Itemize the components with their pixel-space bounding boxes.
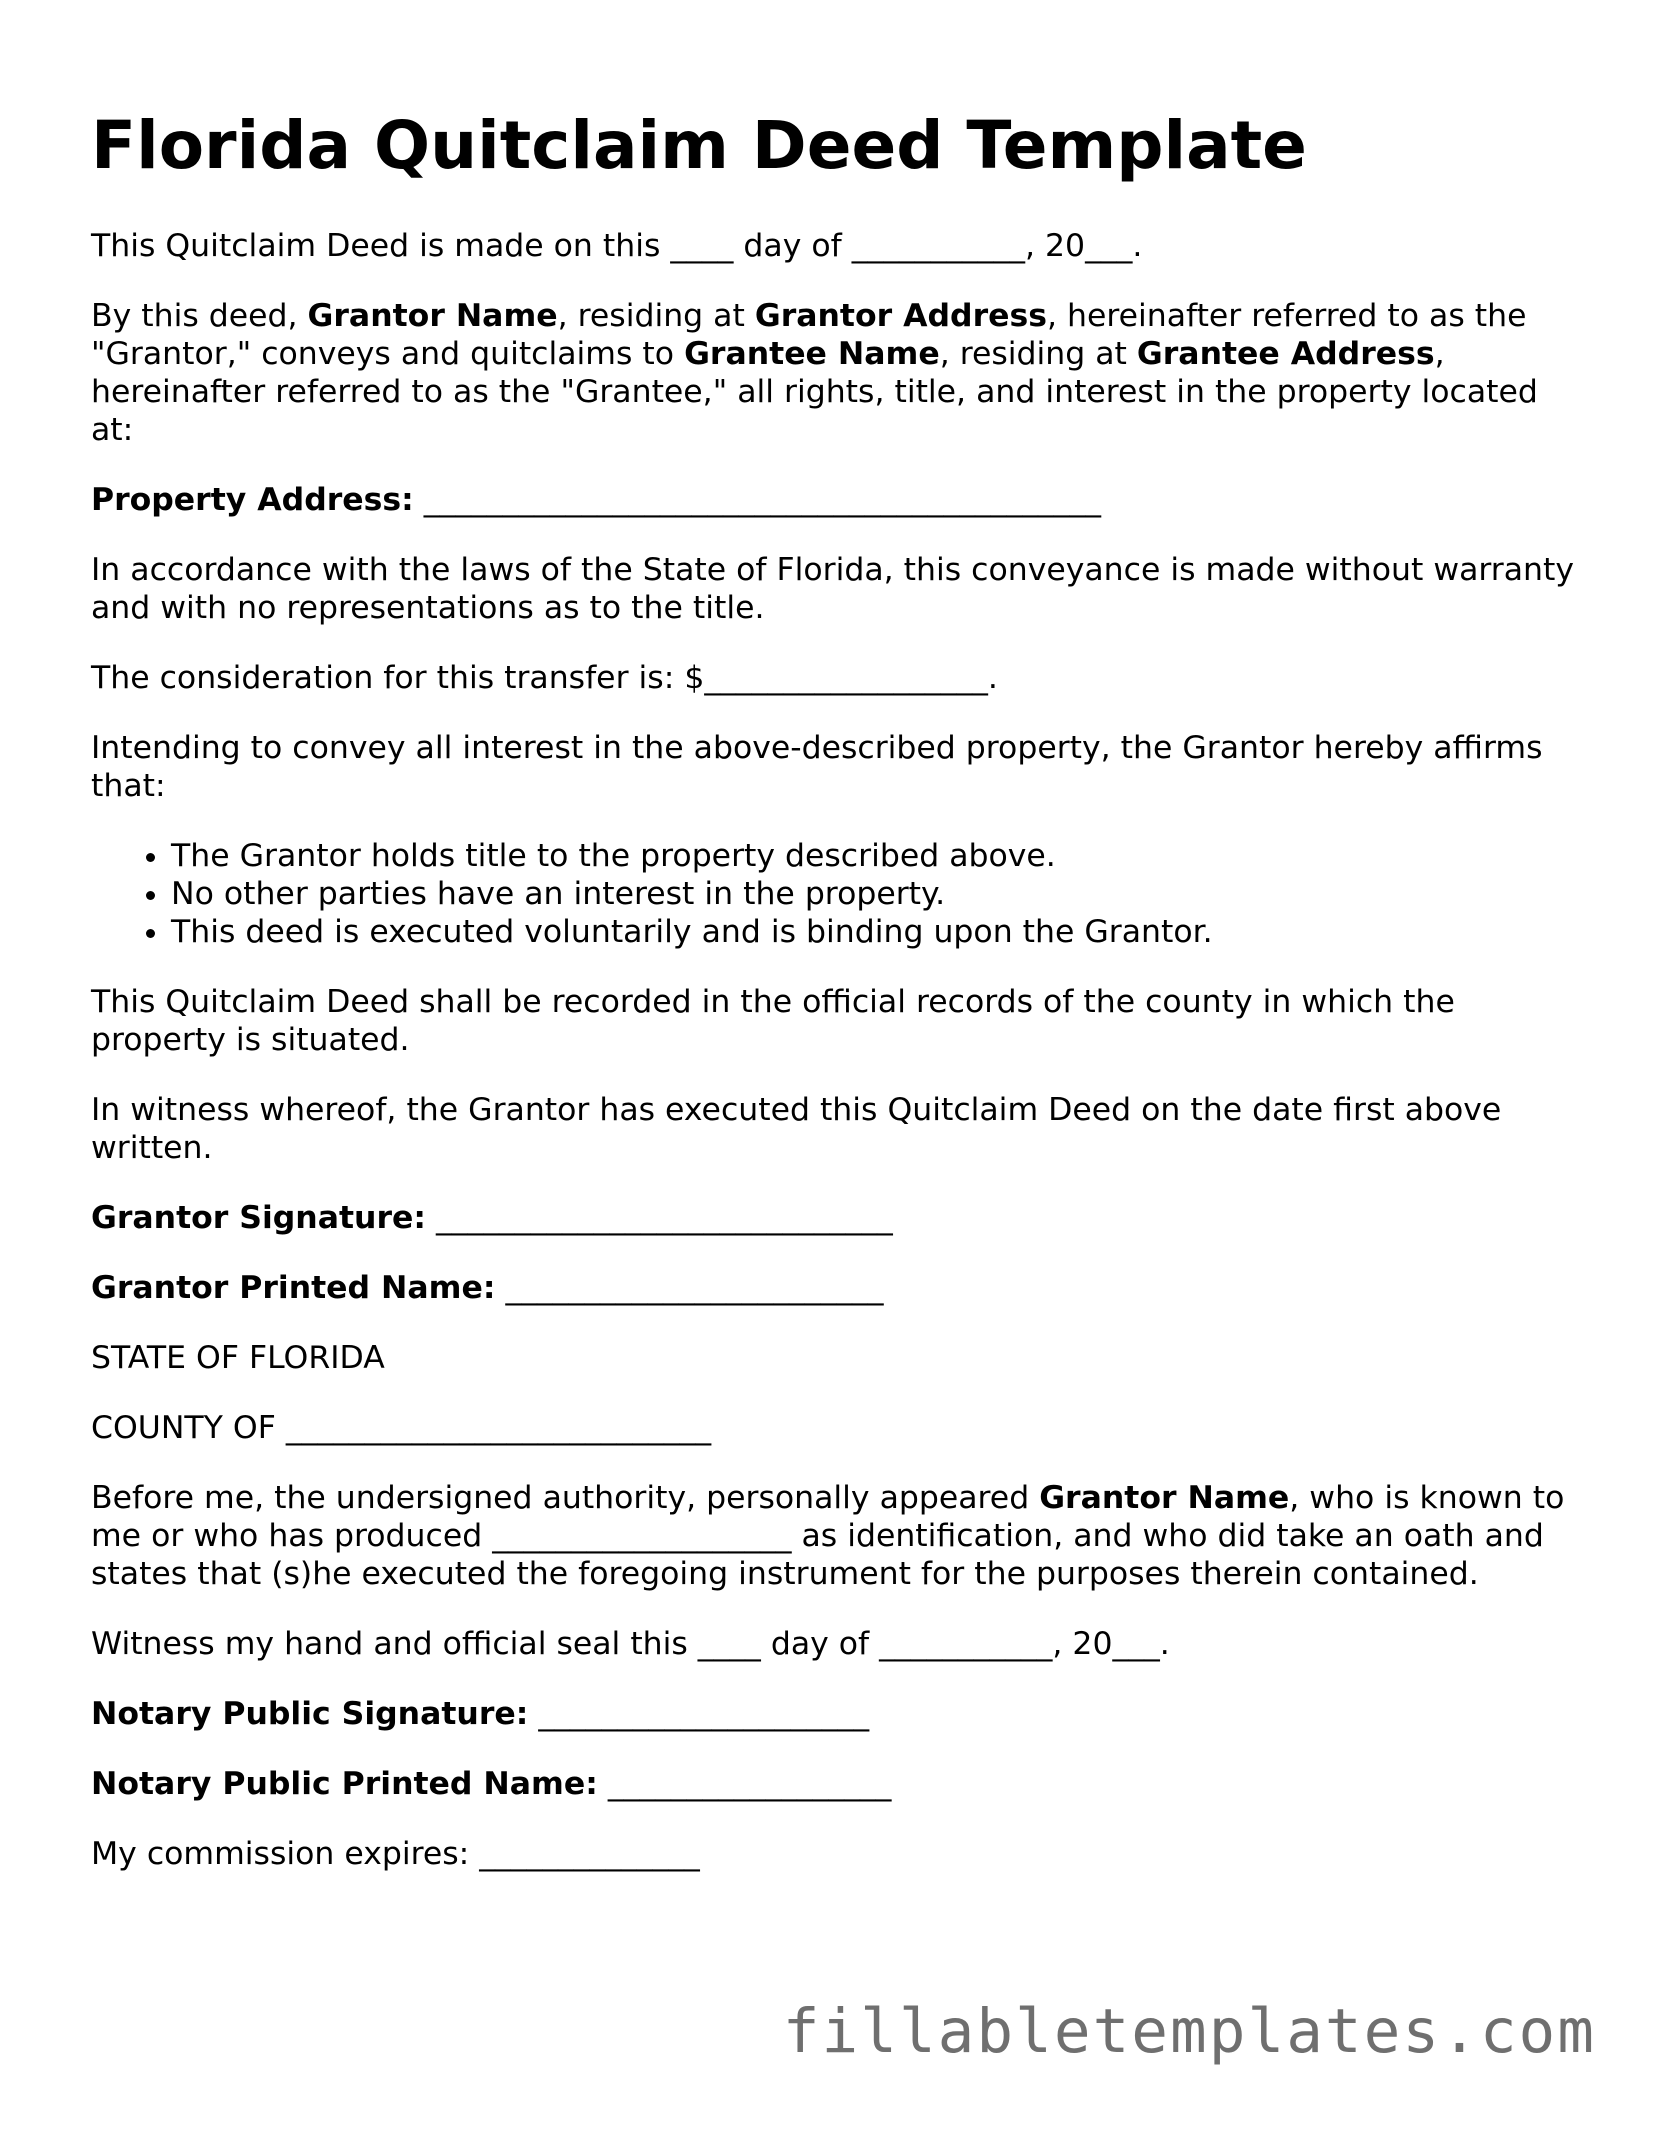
grantor-name-field: Grantor Name xyxy=(307,297,558,334)
recording-paragraph: This Quitclaim Deed shall be recorded in the official records of the county in which the property is situated. xyxy=(91,983,1455,1058)
grantor-printed-name-label: Grantor Printed Name: xyxy=(91,1269,496,1306)
grantor-signature-label: Grantor Signature: xyxy=(91,1199,426,1236)
property-address-line xyxy=(91,481,1581,519)
grantor-signature-line xyxy=(91,1199,1581,1237)
notary-printed-name-line xyxy=(91,1765,1581,1803)
grantor-printed-name-blank: ________________________ xyxy=(505,1269,884,1306)
document-page xyxy=(91,108,1581,1905)
affirmation-list xyxy=(91,837,1581,951)
parties-paragraph xyxy=(91,297,1581,449)
grantor-address-field: Grantor Address xyxy=(754,297,1047,334)
notary-text: Before me, the undersigned authority, personally appeared xyxy=(91,1479,1040,1516)
property-address-label: Property Address: xyxy=(91,481,414,518)
witness-seal-line: Witness my hand and official seal this ____ day of ___________, 20___. xyxy=(91,1625,1170,1662)
parties-text: , residing at xyxy=(557,297,755,334)
notary-printed-name-label: Notary Public Printed Name: xyxy=(91,1765,598,1802)
notary-statement xyxy=(91,1479,1581,1593)
watermark: fillabletemplates.com xyxy=(782,1996,1596,2067)
list-item: • This deed is executed voluntarily and is binding upon the Grantor. xyxy=(171,913,1581,951)
parties-text: , hereinafter referred to as the "Grantee," all rights, title, and interest in the property located at: xyxy=(91,335,1538,448)
notary-signature-blank: _____________________ xyxy=(538,1695,870,1732)
parties-text: By this deed, xyxy=(91,297,308,334)
notary-signature-line xyxy=(91,1695,1581,1733)
document-title: Florida Quitclaim Deed Template xyxy=(91,107,1307,184)
consideration-line: The consideration for this transfer is: $__________________. xyxy=(91,659,998,696)
parties-text: , residing at xyxy=(939,335,1137,372)
commission-line: My commission expires: ______________ xyxy=(91,1835,700,1872)
accordance-paragraph: In accordance with the laws of the State of Florida, this conveyance is made without warranty and with no representations as to the title. xyxy=(91,551,1575,626)
list-item: • The Grantor holds title to the property described above. xyxy=(171,837,1581,875)
state-line: STATE OF FLORIDA xyxy=(91,1339,385,1376)
notary-printed-name-blank: __________________ xyxy=(607,1765,892,1802)
notary-text: , who is known to me or who has produced ___________________ as identification, and who did take an oath and states that (s)he executed the foregoing instrument for the purposes therein contained. xyxy=(91,1479,1565,1592)
property-address-blank: ___________________________________________ xyxy=(423,481,1102,518)
parties-text: , hereinafter referred to as the "Grantor," conveys and quitclaims to xyxy=(91,297,1527,372)
notary-signature-label: Notary Public Signature: xyxy=(91,1695,529,1732)
grantor-signature-blank: _____________________________ xyxy=(435,1199,893,1236)
intro-paragraph: This Quitclaim Deed is made on this ____ day of ___________, 20___. xyxy=(91,227,1143,264)
grantee-name-field: Grantee Name xyxy=(684,335,940,372)
list-item: • No other parties have an interest in the property. xyxy=(171,875,1581,913)
grantee-address-field: Grantee Address xyxy=(1136,335,1435,372)
notary-grantor-name: Grantor Name xyxy=(1039,1479,1290,1516)
affirm-intro: Intending to convey all interest in the above-described property, the Grantor hereby affirms that: xyxy=(91,729,1543,804)
witness-paragraph: In witness whereof, the Grantor has executed this Quitclaim Deed on the date first above written. xyxy=(91,1091,1502,1166)
county-line: COUNTY OF ___________________________ xyxy=(91,1409,712,1446)
grantor-printed-name-line xyxy=(91,1269,1581,1307)
